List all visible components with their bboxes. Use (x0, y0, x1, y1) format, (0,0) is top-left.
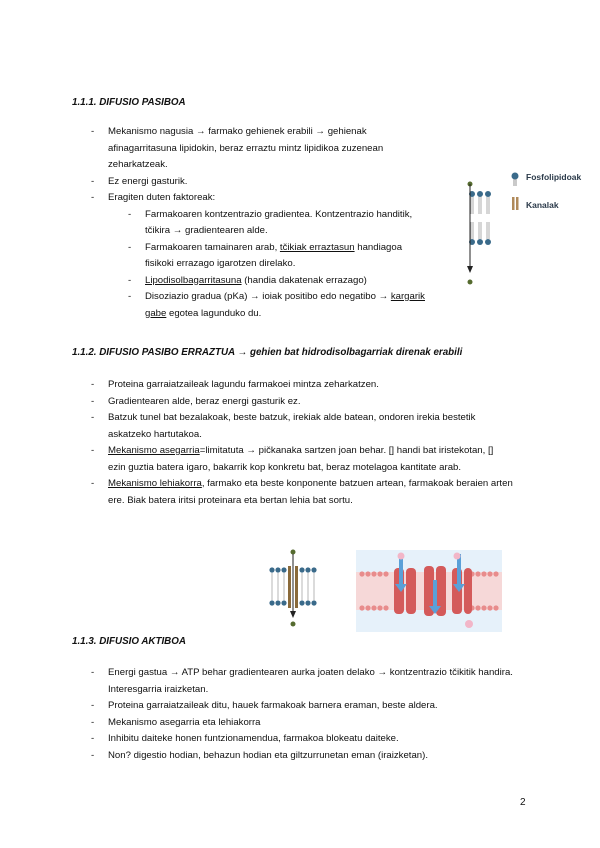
list-item (108, 124, 433, 174)
list-item (108, 476, 513, 509)
section-heading-passive-diffusion: 1.1.1. DIFUSIO PASIBOA (72, 97, 186, 108)
list-item-text: Energi gastua → ATP behar gradientearen aurka joaten delako → kontzentrazio tčikitik handira. Interesgarria iraizketan. (108, 667, 513, 695)
list-item-text: Proteina garraiatzaileak lagundu farmakoei mintza zeharkatzen. (108, 379, 379, 390)
underlined-text: kargarik gabe (145, 291, 425, 319)
list-item (108, 190, 433, 322)
list-item (108, 665, 513, 698)
sublist-item-text: Farmakoaren tamainaren arab, (145, 241, 280, 253)
membrane-illustration (467, 182, 491, 285)
underlined-text: tčikiak erraztasun (279, 241, 355, 253)
page-number: 2 (520, 797, 526, 808)
sublist-item (145, 207, 433, 240)
factors-sublist (108, 207, 433, 323)
sublist-item-text: egotea lagunduko du. (166, 307, 262, 319)
sublist-item (145, 240, 433, 273)
section-heading-facilitated-diffusion: 1.1.2. DIFUSIO PASIBO ERRAZTUA → gehien bat hidrodisolbagarriak direnak erabili (72, 347, 463, 358)
passive-diffusion-figure (460, 162, 595, 297)
list-item (108, 443, 513, 476)
underlined-text: Mekanismo lehiakorra (108, 478, 202, 489)
list-item-text: Mekanismo nagusia → farmako gehienek erabili → gehienak afinagarritasuna lipidokin, beraz erraztu mintz lipidikoa zuzenean zeharkatzeak. (108, 126, 384, 170)
list-item (108, 394, 513, 411)
list-item-text: Batzuk tunel bat bezalakoak, beste batzuk, irekiak alde batean, ondoren irekia bestetik askatzeko hartutakoa. (108, 412, 476, 440)
list-item (108, 377, 513, 394)
legend-phospholipid-icon (512, 173, 519, 187)
sublist-item (145, 289, 433, 322)
list-item (108, 748, 513, 765)
sublist-item-text: Disoziazio gradua (pKa) → ioiak positibo edo negatibo → (145, 291, 391, 302)
sublist-item (145, 273, 433, 290)
list-item-text: Non? digestio hodian, behazun hodian eta giltzurrunetan eman (iraizketan). (108, 749, 428, 761)
list-item-text: =limitatuta → pičkanaka sartzen joan behar. [] handi bat iristekotan, [] ezin guztia batera igaro, bakarrik kop konkretu bat, beraz motelagoa kantitate arab. (108, 445, 494, 473)
list-item-text: Ez energi gasturik. (108, 175, 188, 187)
list-item (108, 174, 433, 191)
legend-channel-icon (512, 197, 519, 210)
active-diffusion-list (108, 665, 513, 764)
transporter-proteins-figure (356, 550, 502, 632)
facilitated-diffusion-list (108, 377, 513, 509)
sublist-item-text: handiagoa fisikoki errazago igarotzen direlako. (145, 241, 403, 269)
list-item (108, 715, 513, 732)
list-item (108, 410, 513, 443)
list-item (108, 698, 513, 715)
channel-membrane-figure (266, 548, 326, 630)
underlined-text: Lipodisolbagarritasuna (145, 274, 242, 286)
list-item-text: , farmako eta beste konponente batzuen artean, farmakoak beraien arten ere. Biak batera iritsi proteinara eta bertan lehia bat sortu. (108, 478, 513, 506)
list-item-text: Gradientearen alde, beraz energi gasturik ez. (108, 395, 301, 407)
underlined-text: Mekanismo asegarria (108, 445, 200, 456)
legend-phospholipids-label: Fosfolipidoak (526, 172, 582, 182)
list-item-text: Mekanismo asegarria eta lehiakorra (108, 716, 261, 728)
list-item (108, 731, 513, 748)
passive-diffusion-list (108, 124, 433, 322)
sublist-item-text: Farmakoaren kontzentrazio gradientea. Kontzentrazio handitik, tčikira → gradientearen alde. (145, 208, 413, 236)
section-heading-active-diffusion: 1.1.3. DIFUSIO AKTIBOA (72, 636, 186, 647)
list-item-text: Proteina garraiatzaileak ditu, hauek farmakoak barnera eraman, beste aldera. (108, 700, 438, 711)
list-item-text: Eragiten duten faktoreak: (108, 192, 216, 203)
legend-channels-label: Kanalak (526, 200, 559, 210)
list-item-text: Inhibitu daiteke honen funtzionamendua, farmakoa blokeatu daiteke. (108, 733, 399, 744)
sublist-item-text: (handia dakatenak errazago) (241, 274, 367, 286)
